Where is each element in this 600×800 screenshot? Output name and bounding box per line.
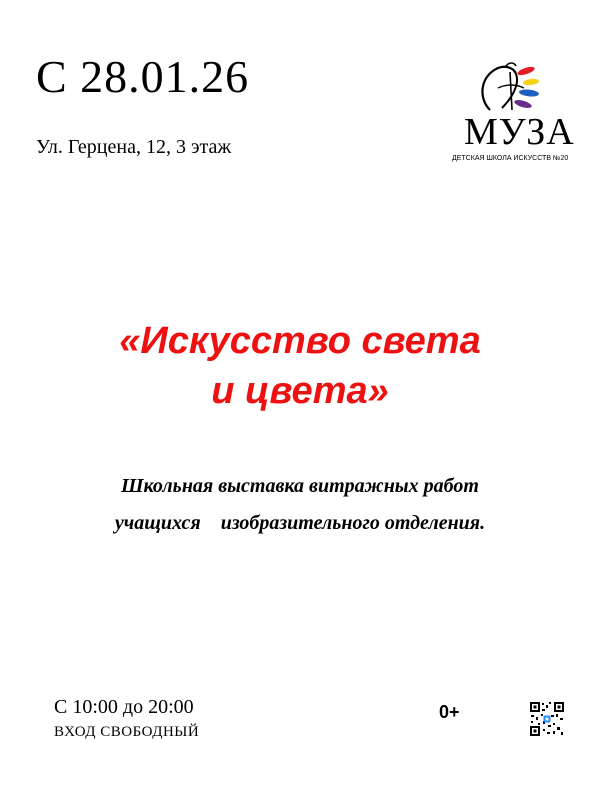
exhibition-title-line-1: «Искусство света [119,320,481,362]
logo-name: МУЗА [464,111,575,153]
qr-code-icon[interactable] [529,701,565,737]
school-logo [452,58,575,168]
event-address: Ул. Герцена, 12, 3 этаж [36,136,232,158]
entry-info: ВХОД СВОБОДНЫЙ [54,724,200,740]
exhibition-description [0,468,600,542]
exhibition-title-line-2: и цвета» [211,370,389,412]
opening-hours: С 10:00 до 20:00 [54,696,194,718]
exhibition-title [0,316,600,416]
logo-subtitle: ДЕТСКАЯ ШКОЛА ИСКУССТВ №20 [452,155,569,162]
event-date: С 28.01.26 [36,51,250,102]
age-rating-badge: 0+ [439,702,460,722]
dancer-emblem-icon [476,58,546,116]
exhibition-description-line-2: учащихся изобразительного отделения. [114,512,486,534]
exhibition-description-line-1: Школьная выставка витражных работ [121,475,479,497]
